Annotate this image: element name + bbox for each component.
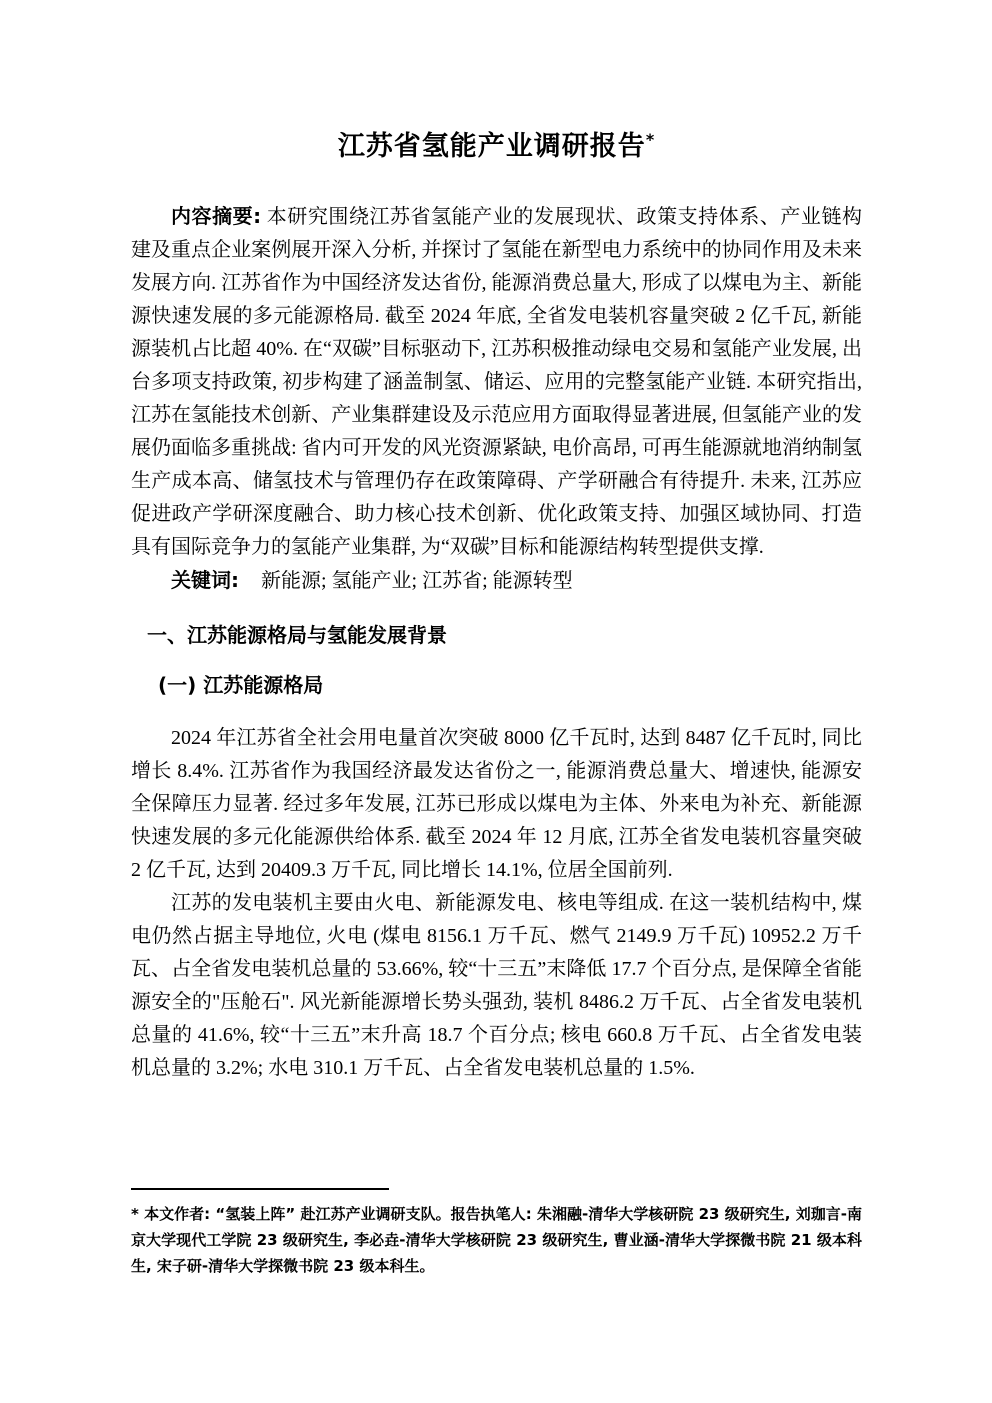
abstract-paragraph — [131, 200, 862, 564]
title-footnote-mark: * — [645, 130, 656, 149]
footnote-body: 本文作者: “氢装上阵” 赴江苏产业调研支队。报告执笔人: 朱湘融-清华大学核研院 23 级研究生, 刘珈言-南京大学现代工学院 23 级研究生, 李必垚-清华大学核研院 23 级研究生, 曹业涵-清华大学探微书院 21 级本科生, 宋子研-清华大学探微书院 23 级本科生。 — [131, 1205, 862, 1275]
section-1-heading: 一、江苏能源格局与氢能发展背景 — [147, 623, 447, 647]
footnote-block — [131, 1188, 862, 1279]
document-title — [131, 130, 862, 164]
keywords-label: 关键词: — [171, 568, 239, 592]
footnote-text — [131, 1201, 862, 1279]
abstract-label: 内容摘要: — [171, 204, 262, 228]
paragraph-installed-capacity-mix: 江苏的发电装机主要由火电、新能源发电、核电等组成. 在这一装机结构中, 煤电仍然占据主导地位, 火电 (煤电 8156.1 万千瓦、燃气 2149.9 万千瓦) 10952.2 万千瓦、占全省发电装机总量的 53.66%, 较“十三五”末降低 17.7 个百分点, 是保障全省能源安全的"压舱石". 风光新能源增长势头强劲, 装机 8486.2 万千瓦、占全省发电装机总量的 41.6%, 较“十三五”末升高 18.7 个百分点; 核电 660.8 万千瓦、占全省发电装机总量的 3.2%; 水电 310.1 万千瓦、占全省发电装机总量的 1.5%. — [131, 892, 862, 1079]
footnote-separator-rule — [131, 1188, 389, 1190]
document-title-text: 江苏省氢能产业调研报告 — [337, 131, 646, 162]
footnote-mark: * — [131, 1205, 139, 1223]
document-content — [131, 0, 862, 1085]
keywords-line — [131, 564, 862, 598]
abstract-text: 本研究围绕江苏省氢能产业的发展现状、政策支持体系、产业链构建及重点企业案例展开深入分析, 并探讨了氢能在新型电力系统中的协同作用及未来发展方向. 江苏省作为中国经济发达省份, 能源消费总量大, 形成了以煤电为主、新能源快速发展的多元能源格局. 截至 2024 年底, 全省发电装机容量突破 2 亿千瓦, 新能源装机占比超 40%. 在“双碳”目标驱动下, 江苏积极推动绿电交易和氢能产业发展, 出台多项支持政策, 初步构建了涵盖制氢、储运、应用的完整氢能产业链. 本研究指出, 江苏在氢能技术创新、产业集群建设及示范应用方面取得显著进展, 但氢能产业的发展仍面临多重挑战: 省内可开发的风光资源紧缺, 电价高昂, 可再生能源就地消纳制氢生产成本高、储氢技术与管理仍存在政策障碍、产学研融合有待提升. 未来, 江苏应促进政产学研深度融合、助力核心技术创新、优化政策支持、加强区域协同、打造具有国际竞争力的氢能产业集群, 为“双碳”目标和能源结构转型提供支撑. — [131, 206, 863, 558]
section-1-1-heading: (一) 江苏能源格局 — [158, 673, 324, 697]
paragraph-electricity-consumption: 2024 年江苏省全社会用电量首次突破 8000 亿千瓦时, 达到 8487 亿千瓦时, 同比增长 8.4%. 江苏省作为我国经济最发达省份之一, 能源消费总量大、增速快, 能源安全保障压力显著. 经过多年发展, 江苏已形成以煤电为主体、外来电为补充、新能源快速发展的多元化能源供给体系. 截至 2024 年 12 月底, 江苏全省发电装机容量突破 2 亿千瓦, 达到 20409.3 万千瓦, 同比增长 14.1%, 位居全国前列. — [131, 727, 862, 881]
keywords-text: 新能源; 氢能产业; 江苏省; 能源转型 — [261, 570, 573, 592]
